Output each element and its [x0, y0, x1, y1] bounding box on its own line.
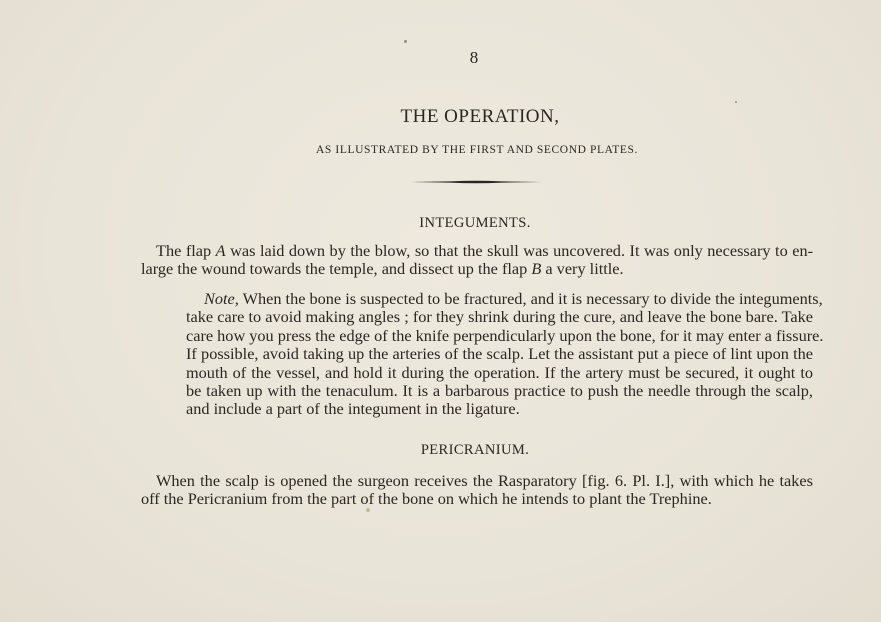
note-paragraph: [186, 289, 824, 419]
ornamental-rule: [410, 180, 542, 184]
text-line: mouth of the vessel, and hold it during the operation. If the artery must be secured, it ought to: [186, 362, 813, 382]
section-heading-integuments: INTEGUMENTS.: [419, 215, 531, 231]
text-line: When the scalp is opened the surgeon receives the Rasparatory [fig. 6. Pl. I.], with which he takes: [156, 471, 813, 490]
text-line: The flap A was laid down by the blow, so that the skull was uncovered. It was only necessary to en-: [156, 241, 814, 260]
chapter-subtitle: AS ILLUSTRATED BY THE FIRST AND SECOND PLATES.: [316, 144, 638, 156]
text-line: and include a part of the integument in the ligature.: [186, 399, 520, 419]
section-heading-pericranium: PERICRANIUM.: [420, 442, 530, 458]
paper-speck: [404, 40, 407, 43]
page-number: 8: [469, 48, 479, 67]
text-line: If possible, avoid taking up the arteries of the scalp. Let the assistant put a piece of lint upon the: [186, 344, 813, 364]
text-line: off the Pericranium from the part of the bone on which he intends to plant the Trephine.: [141, 489, 712, 509]
text-line: Note, When the bone is suspected to be fractured, and it is necessary to divide the integuments,: [204, 289, 823, 308]
integuments-paragraph: [141, 242, 813, 279]
text-line: care how you press the edge of the knife perpendicularly upon the bone, for it may enter a fissure.: [186, 325, 824, 345]
chapter-title: THE OPERATION,: [400, 106, 560, 127]
text-line: large the wound towards the temple, and dissect up the flap B a very little.: [141, 259, 624, 279]
pericranium-paragraph: [141, 472, 813, 509]
text-line: be taken up with the tenaculum. It is a barbarous practice to push the needle through the scalp,: [186, 381, 813, 401]
text-line: take care to avoid making angles ; for they shrink during the cure, and leave the bone bare. Take: [186, 307, 813, 327]
paper-speck: [735, 101, 737, 103]
